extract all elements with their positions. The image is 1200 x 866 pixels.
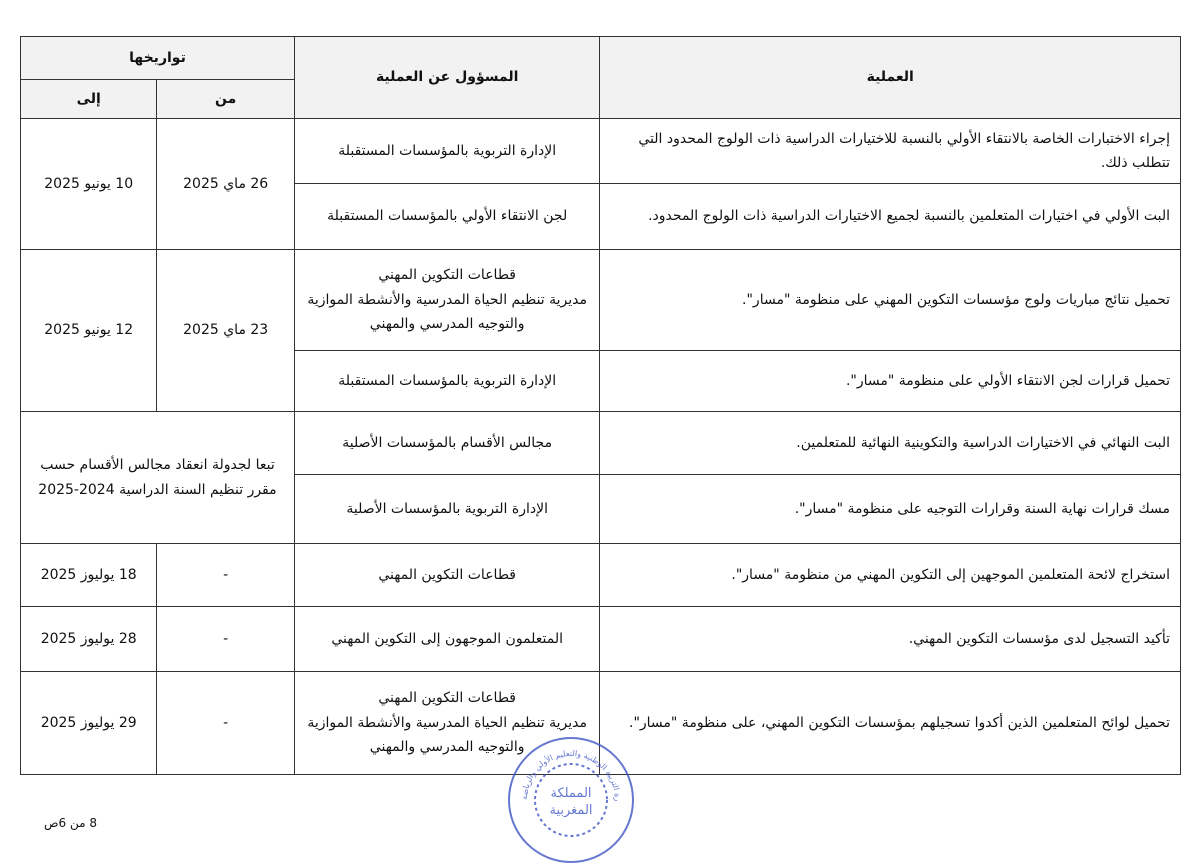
table-row <box>21 250 1181 351</box>
table-row <box>21 412 1181 475</box>
date-to-cell: 28 يوليوز 2025 <box>21 607 157 672</box>
schedule-table <box>20 36 1181 775</box>
date-to-cell: 10 يونيو 2025 <box>21 119 157 250</box>
header-to: إلى <box>21 80 157 119</box>
date-to-cell: 12 يونيو 2025 <box>21 250 157 412</box>
table-row <box>21 544 1181 607</box>
date-from-cell: - <box>157 672 295 775</box>
date-from-cell: - <box>157 607 295 672</box>
table-row <box>21 119 1181 184</box>
dates-note-cell: تبعا لجدولة انعقاد مجالس الأقسام حسب مقرر تنظيم السنة الدراسية 2024-2025 <box>21 412 295 544</box>
operation-cell: تحميل لوائح المتعلمين الذين أكدوا تسجيلهم بمؤسسات التكوين المهني، على منظومة "مسار". <box>600 672 1181 775</box>
svg-text:وزارة التربية الوطنية والتعليم: رة التربية الوطنية والتعليم الأولي والرياضة <box>519 748 623 802</box>
responsible-line: مديرية تنظيم الحياة المدرسية والأنشطة الموازية والتوجيه المدرسي والمهني <box>307 714 588 756</box>
svg-text:المغربية: المغربية <box>549 803 593 818</box>
header-from: من <box>157 80 295 119</box>
date-to-cell: 29 يوليوز 2025 <box>21 672 157 775</box>
responsible-cell: مجالس الأقسام بالمؤسسات الأصلية <box>294 412 600 475</box>
responsible-cell <box>294 250 600 351</box>
responsible-cell: الإدارة التربوية بالمؤسسات الأصلية <box>294 475 600 544</box>
responsible-cell: الإدارة التربوية بالمؤسسات المستقبلة <box>294 351 600 412</box>
header-row <box>21 37 1181 80</box>
operation-cell: استخراج لائحة المتعلمين الموجهين إلى التكوين المهني من منظومة "مسار". <box>600 544 1181 607</box>
header-dates: تواريخها <box>21 37 295 80</box>
table-row <box>21 607 1181 672</box>
responsible-cell: الإدارة التربوية بالمؤسسات المستقبلة <box>294 119 600 184</box>
date-from-cell: - <box>157 544 295 607</box>
operation-cell: تأكيد التسجيل لدى مؤسسات التكوين المهني. <box>600 607 1181 672</box>
responsible-line: مديرية تنظيم الحياة المدرسية والأنشطة الموازية والتوجيه المدرسي والمهني <box>307 291 588 333</box>
operation-cell: إجراء الاختبارات الخاصة بالانتقاء الأولي بالنسبة للاختيارات الدراسية ذات الولوج المحدود التي تتطلب ذلك. <box>600 119 1181 184</box>
responsible-cell: لجن الانتقاء الأولي بالمؤسسات المستقبلة <box>294 184 600 250</box>
operation-cell: تحميل قرارات لجن الانتقاء الأولي على منظومة "مسار". <box>600 351 1181 412</box>
svg-text:المملكة: المملكة <box>550 786 592 801</box>
official-stamp-icon <box>505 734 637 866</box>
operation-cell: البت الأولي في اختيارات المتعلمين بالنسبة لجميع الاختيارات الدراسية ذات الولوج المحدود. <box>600 184 1181 250</box>
operation-cell: مسك قرارات نهاية السنة وقرارات التوجيه على منظومة "مسار". <box>600 475 1181 544</box>
operation-cell: البت النهائي في الاختيارات الدراسية والتكوينية النهائية للمتعلمين. <box>600 412 1181 475</box>
date-from-cell: 23 ماي 2025 <box>157 250 295 412</box>
operation-cell: تحميل نتائج مباريات ولوج مؤسسات التكوين المهني على منظومة "مسار". <box>600 250 1181 351</box>
header-operation: العملية <box>600 37 1181 119</box>
page-number: 8 من 6ص <box>44 816 97 830</box>
date-to-cell: 18 يوليوز 2025 <box>21 544 157 607</box>
responsible-cell: المتعلمون الموجهون إلى التكوين المهني <box>294 607 600 672</box>
responsible-cell: قطاعات التكوين المهني <box>294 544 600 607</box>
header-responsible: المسؤول عن العملية <box>294 37 600 119</box>
responsible-line: قطاعات التكوين المهني <box>378 690 516 707</box>
responsible-line: قطاعات التكوين المهني <box>378 267 516 284</box>
date-from-cell: 26 ماي 2025 <box>157 119 295 250</box>
